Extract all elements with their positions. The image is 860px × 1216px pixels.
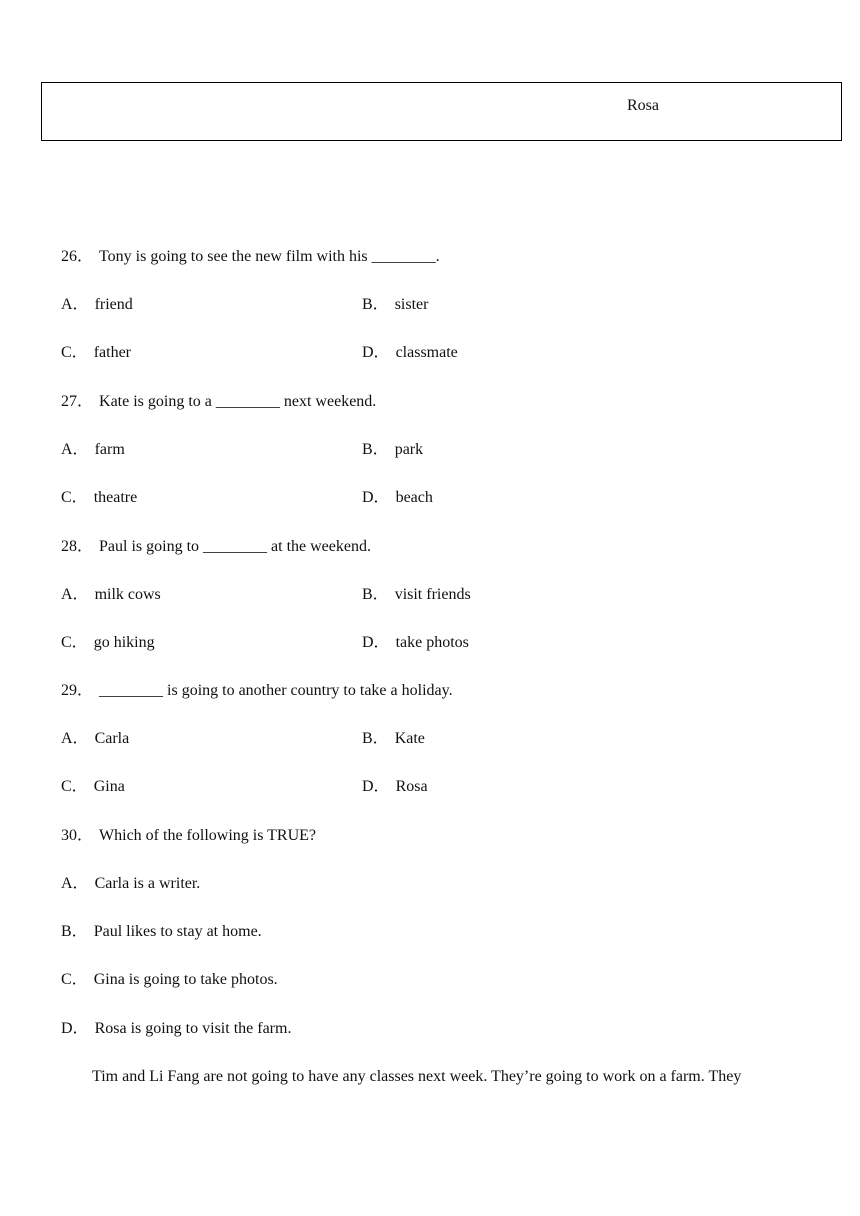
question-number: 29．	[61, 682, 94, 699]
question-text: Tony is going to see the new film with his ________.	[99, 248, 440, 265]
option-26-d	[362, 343, 458, 363]
question-text: Which of the following is TRUE?	[99, 827, 317, 844]
question-text: Paul is going to ________ at the weekend.	[99, 538, 371, 555]
question-number: 28．	[61, 538, 94, 555]
option-30-b	[61, 922, 262, 942]
option-letter: C．	[61, 778, 88, 795]
question-26	[61, 247, 440, 267]
option-letter: B．	[362, 441, 389, 458]
option-letter: C．	[61, 344, 88, 361]
option-text: Kate	[394, 730, 425, 747]
option-30-c	[61, 970, 278, 990]
option-text: milk cows	[94, 586, 161, 603]
question-number: 26．	[61, 248, 94, 265]
option-letter: A．	[61, 586, 89, 603]
option-letter: B．	[362, 586, 389, 603]
option-text: Paul likes to stay at home.	[93, 923, 262, 940]
option-letter: A．	[61, 875, 89, 892]
option-letter: A．	[61, 296, 89, 313]
option-text: go hiking	[93, 634, 155, 651]
option-28-b	[362, 585, 471, 605]
option-28-c	[61, 633, 155, 653]
option-letter: C．	[61, 971, 88, 988]
option-text: visit friends	[394, 586, 471, 603]
option-30-a	[61, 874, 200, 894]
option-text: farm	[94, 441, 125, 458]
table-cell-name: Rosa	[627, 97, 659, 114]
option-28-d	[362, 633, 469, 653]
option-letter: B．	[61, 923, 88, 940]
option-27-b	[362, 440, 423, 460]
option-letter: A．	[61, 730, 89, 747]
option-text: Carla is a writer.	[94, 875, 201, 892]
option-26-a	[61, 295, 133, 315]
option-text: park	[394, 441, 424, 458]
option-letter: A．	[61, 441, 89, 458]
option-letter: B．	[362, 730, 389, 747]
option-text: beach	[395, 489, 433, 506]
option-text: Gina is going to take photos.	[93, 971, 278, 988]
option-26-c	[61, 343, 131, 363]
option-text: sister	[394, 296, 429, 313]
question-number: 30．	[61, 827, 94, 844]
option-text: father	[93, 344, 131, 361]
question-number: 27．	[61, 393, 94, 410]
question-text: ________ is going to another country to take a holiday.	[99, 682, 453, 699]
option-letter: D．	[362, 344, 390, 361]
option-text: Carla	[94, 730, 130, 747]
option-29-d	[362, 777, 428, 797]
option-26-b	[362, 295, 428, 315]
question-text: Kate is going to a ________ next weekend.	[99, 393, 377, 410]
option-text: theatre	[93, 489, 138, 506]
option-letter: D．	[362, 778, 390, 795]
option-27-c	[61, 488, 137, 508]
option-text: take photos	[395, 634, 469, 651]
option-29-c	[61, 777, 125, 797]
option-27-d	[362, 488, 433, 508]
info-table	[41, 82, 842, 141]
question-28	[61, 537, 371, 557]
option-text: Rosa is going to visit the farm.	[94, 1020, 292, 1037]
option-27-a	[61, 440, 125, 460]
option-letter: C．	[61, 634, 88, 651]
question-30	[61, 826, 316, 846]
question-29	[61, 681, 453, 701]
option-28-a	[61, 585, 161, 605]
option-text: Rosa	[395, 778, 428, 795]
option-letter: D．	[362, 634, 390, 651]
option-letter: C．	[61, 489, 88, 506]
option-30-d	[61, 1019, 291, 1039]
option-letter: D．	[61, 1020, 89, 1037]
option-text: Gina	[93, 778, 125, 795]
option-29-b	[362, 729, 425, 749]
passage-paragraph: Tim and Li Fang are not going to have any classes next week. They’re going to work on a farm. They	[92, 1068, 742, 1085]
option-text: classmate	[395, 344, 458, 361]
option-letter: B．	[362, 296, 389, 313]
option-text: friend	[94, 296, 133, 313]
option-letter: D．	[362, 489, 390, 506]
option-29-a	[61, 729, 129, 749]
question-27	[61, 392, 376, 412]
